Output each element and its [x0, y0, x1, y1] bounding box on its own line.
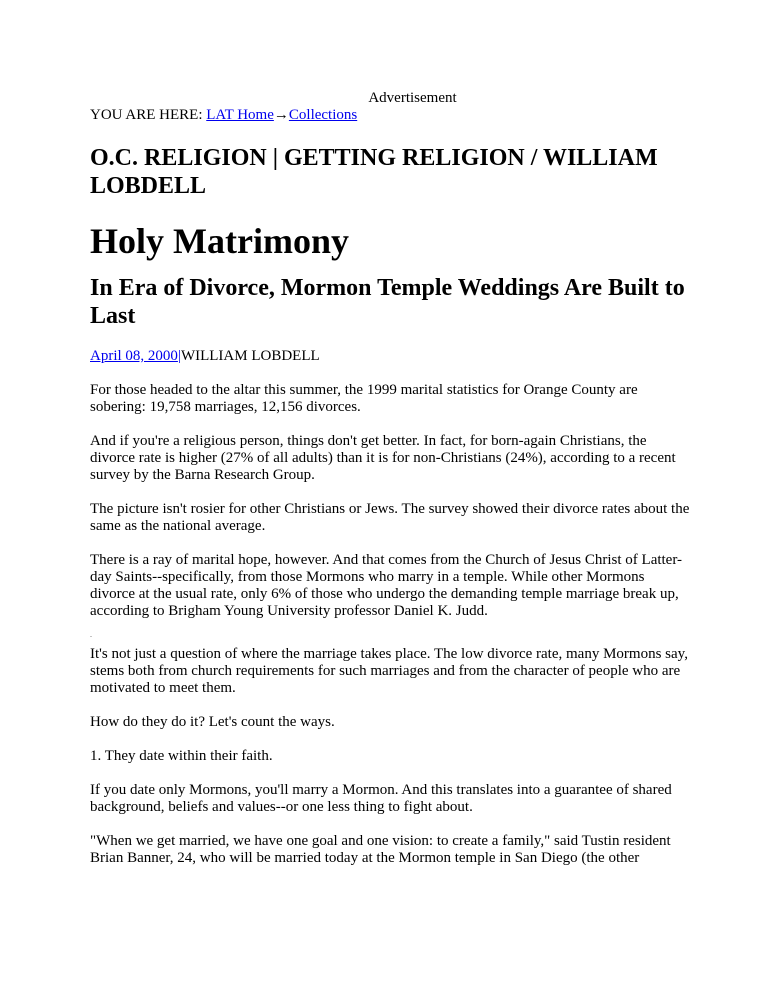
breadcrumb-home-link[interactable]: LAT Home: [206, 107, 274, 123]
article-subhead: In Era of Divorce, Mormon Temple Weddings Are Built to Last: [90, 275, 685, 329]
article-paragraph: And if you're a religious person, things don't get better. In fact, for born-again Christians, the divorce rate is higher (27% of all adults) than it is for non-Christians (24%), according to a recent survey by the Barna Research Group.: [90, 433, 676, 483]
article-paragraph: For those headed to the altar this summer, the 1999 marital statistics for Orange County are sobering: 19,758 marriages, 12,156 divorces.: [90, 382, 638, 415]
article-paragraph: The picture isn't rosier for other Christians or Jews. The survey showed their divorce rates about the same as the national average.: [90, 501, 690, 534]
article-paragraph: There is a ray of marital hope, however. And that comes from the Church of Jesus Christ of Latter-day Saints--specifically, from those Mormons who marry in a temple. While other Mormons divorce at the usual rate, only 6% of those who undergo the demanding temple marriage break up, according to Brigham Young University professor Daniel K. Judd.: [90, 552, 683, 619]
breadcrumb-arrow-icon: →: [273, 107, 289, 123]
byline: [90, 348, 690, 365]
article-list-heading: 1. They date within their faith.: [90, 748, 273, 764]
article-paragraph: "When we get married, we have one goal and one vision: to create a family," said Tustin resident Brian Banner, 24, who will be married today at the Mormon temple in San Diego (the other: [90, 833, 671, 866]
article-date-link[interactable]: April 08, 2000: [90, 348, 178, 364]
advertisement-label: Advertisement: [368, 90, 457, 106]
article-paragraph: If you date only Mormons, you'll marry a Mormon. And this translates into a guarantee of shared background, beliefs and values--or one less thing to fight about.: [90, 782, 672, 815]
article-paragraph: How do they do it? Let's count the ways.: [90, 714, 335, 730]
breadcrumb-prefix: YOU ARE HERE:: [90, 107, 207, 123]
page-title: Holy Matrimony: [90, 221, 349, 261]
separator-dot: .: [90, 630, 92, 639]
byline-separator: |: [177, 348, 181, 364]
article-page: [90, 90, 690, 867]
author-name: WILLIAM LOBDELL: [180, 348, 320, 364]
article-paragraph: It's not just a question of where the marriage takes place. The low divorce rate, many Mormons say, stems both from church requirements for such marriages and from the character of people who are motivated to meet them.: [90, 646, 688, 696]
breadcrumb-collections-link[interactable]: Collections: [288, 107, 358, 123]
section-title: O.C. RELIGION | GETTING RELIGION / WILLIAM LOBDELL: [90, 145, 658, 199]
breadcrumb: [90, 107, 690, 124]
